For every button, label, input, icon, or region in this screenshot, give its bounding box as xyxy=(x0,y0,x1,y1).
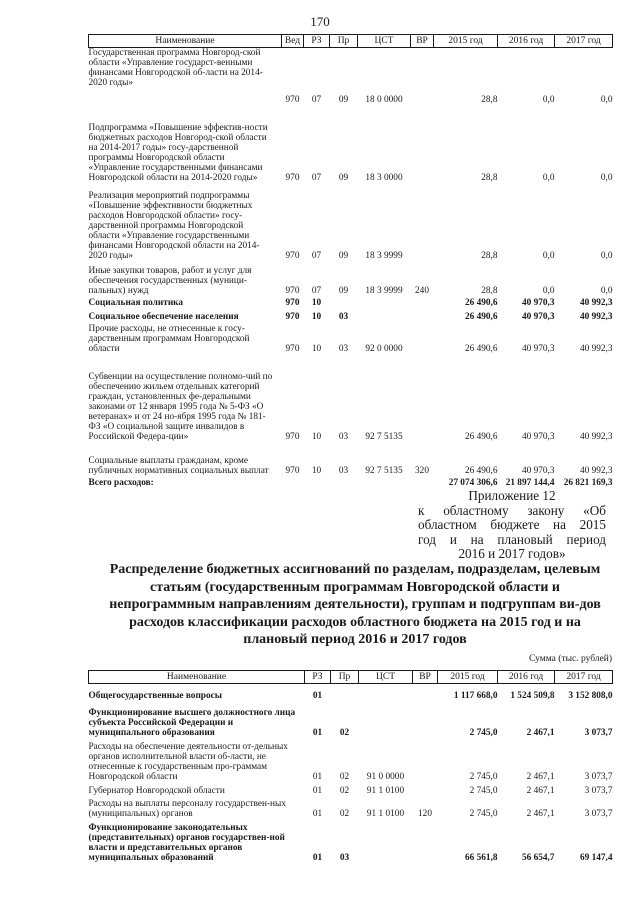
row-2016: 2 467,1 xyxy=(526,728,555,739)
col-header-2015: 2015 год xyxy=(434,35,498,48)
col-header-2017: 2017 год xyxy=(555,35,613,48)
col-header-cst: ЦСТ xyxy=(359,671,413,684)
table-row xyxy=(89,184,613,262)
col-header-pr: Пр xyxy=(331,671,359,684)
col-header-rz: РЗ xyxy=(305,671,331,684)
table-row xyxy=(89,355,613,443)
row-name: Функционирование высшего должностного лица субъекта Российской Федерации и муниципального образования xyxy=(88,708,296,739)
table-row xyxy=(89,797,613,820)
row-name: Реализация мероприятий подпрограммы «Повышение эффективности бюджетных расходов Новгородской области» госу-дарственной программы Новгородской области «Управление государственными финансами Новгородской области на 2014-2020 годы» xyxy=(88,190,260,262)
row-pr: 09 xyxy=(338,286,349,297)
row-cst xyxy=(358,309,411,323)
row-2017: 40 992,3 xyxy=(579,312,613,323)
total-2017: 26 821 169,3 xyxy=(563,478,613,489)
table-row xyxy=(89,702,613,739)
annex-line: к областному закону «Об xyxy=(418,502,606,518)
row-2016: 56 654,7 xyxy=(521,853,555,864)
col-header-2016: 2016 год xyxy=(498,671,555,684)
table1-header-row xyxy=(89,35,613,48)
row-2016: 0,0 xyxy=(542,286,555,297)
row-vr xyxy=(413,702,438,739)
row-rz: 10 xyxy=(311,298,322,309)
table-row xyxy=(89,262,613,297)
row-rz: 01 xyxy=(312,691,323,702)
col-header-vr: ВР xyxy=(411,35,434,48)
row-pr: 03 xyxy=(338,432,349,443)
row-vr: 320 xyxy=(415,466,429,477)
row-2015: 2 745,0 xyxy=(469,728,498,739)
row-cst xyxy=(359,820,413,864)
col-header-pr: Пр xyxy=(330,35,358,48)
row-vr xyxy=(411,297,434,309)
row-2015: 26 490,6 xyxy=(464,466,498,477)
page-number: 170 xyxy=(310,14,330,29)
col-header-name: Наименование xyxy=(89,35,282,48)
col-header-vr: ВР xyxy=(413,671,438,684)
row-ved: 970 xyxy=(285,173,300,184)
row-2017: 40 992,3 xyxy=(579,432,613,443)
row-pr: 02 xyxy=(339,786,350,797)
annex-caption xyxy=(418,489,606,562)
row-cst xyxy=(358,297,411,309)
annex-line: 2016 и 2017 годов» xyxy=(458,546,566,561)
row-pr xyxy=(330,297,358,309)
row-vr xyxy=(413,684,438,702)
table-row xyxy=(89,297,613,309)
col-header-cst: ЦСТ xyxy=(358,35,411,48)
row-vr xyxy=(411,184,434,262)
row-ved: 970 xyxy=(285,286,300,297)
row-rz: 01 xyxy=(312,786,323,797)
row-name: Подпрограмма «Повышение эффектив-ности бюджетных расходов Новгород-ской области на 2014-2017 годы» госу-дарственной программы Новгородской области «Управление государственными финансами Новгородской области на 2014-2020 годы» xyxy=(88,122,268,184)
row-2016: 40 970,3 xyxy=(521,312,555,323)
total-row xyxy=(89,477,613,489)
units-label: Сумма (тыс. рублей) xyxy=(529,654,612,664)
row-rz: 07 xyxy=(311,173,322,184)
row-2015: 66 561,8 xyxy=(464,853,498,864)
row-2016: 0,0 xyxy=(542,173,555,184)
row-name: Государственная программа Новгород-ской области «Управление государст-венными финансами Новгородской об-ласти на 2014-2020 годы» xyxy=(88,48,263,89)
row-pr xyxy=(331,684,359,702)
row-pr: 02 xyxy=(339,728,350,739)
expenditure-table-top xyxy=(88,34,613,489)
row-rz: 10 xyxy=(311,432,322,443)
row-cst xyxy=(359,702,413,739)
total-2016: 21 897 144,4 xyxy=(505,478,555,489)
row-rz: 01 xyxy=(312,809,323,820)
table-row xyxy=(89,684,613,702)
row-2017: 40 992,3 xyxy=(579,298,613,309)
row-rz: 01 xyxy=(312,728,323,739)
row-ved: 970 xyxy=(285,298,300,309)
row-ved: 970 xyxy=(285,432,300,443)
row-ved: 970 xyxy=(285,312,300,323)
table-row xyxy=(89,783,613,797)
row-vr xyxy=(411,106,434,184)
row-ved: 970 xyxy=(285,95,300,106)
row-rz: 10 xyxy=(311,344,322,355)
row-cst: 18 3 9999 xyxy=(365,286,403,297)
row-2016: 2 467,1 xyxy=(526,809,555,820)
row-2016: 40 970,3 xyxy=(521,344,555,355)
row-vr xyxy=(411,48,434,106)
row-2017: 3 152 808,0 xyxy=(568,691,613,702)
row-2015: 28,8 xyxy=(481,173,498,184)
row-cst: 92 7 5135 xyxy=(365,466,403,477)
row-name: Общегосударственные вопросы xyxy=(88,691,223,702)
row-2017: 0,0 xyxy=(600,95,613,106)
row-rz: 01 xyxy=(312,772,323,783)
row-2015: 26 490,6 xyxy=(464,344,498,355)
row-vr xyxy=(413,783,438,797)
row-2016: 2 467,1 xyxy=(526,786,555,797)
row-2016: 1 524 509,8 xyxy=(510,691,555,702)
row-vr xyxy=(411,323,434,355)
row-cst: 91 0 0000 xyxy=(366,772,405,783)
row-2017: 0,0 xyxy=(600,251,613,262)
row-2015: 26 490,6 xyxy=(464,298,498,309)
row-pr: 09 xyxy=(338,95,349,106)
row-pr: 02 xyxy=(339,809,350,820)
row-2016: 0,0 xyxy=(542,251,555,262)
row-2015: 26 490,6 xyxy=(464,312,498,323)
row-2016: 40 970,3 xyxy=(521,466,555,477)
table-row xyxy=(89,309,613,323)
row-name: Иные закупки товаров, работ и услуг для обеспечения государственных (муници-пальных) нужд xyxy=(88,266,252,297)
row-2017: 3 073,7 xyxy=(584,728,613,739)
row-ved: 970 xyxy=(285,344,300,355)
row-cst: 92 0 0000 xyxy=(365,344,403,355)
row-rz: 07 xyxy=(311,95,322,106)
total-label: Всего расходов: xyxy=(88,478,154,489)
row-2015: 26 490,6 xyxy=(464,432,498,443)
row-rz: 10 xyxy=(311,466,322,477)
row-rz: 07 xyxy=(311,251,322,262)
annex-line: год и на плановый период xyxy=(418,531,606,547)
row-cst: 18 0 0000 xyxy=(365,95,403,106)
row-2017: 0,0 xyxy=(600,173,613,184)
row-cst: 91 1 0100 xyxy=(366,786,405,797)
col-header-rz: РЗ xyxy=(304,35,330,48)
row-pr: 09 xyxy=(338,251,349,262)
col-header-ved: Вед xyxy=(282,35,304,48)
row-cst: 18 3 0000 xyxy=(365,173,403,184)
row-name: Губернатор Новгородской области xyxy=(88,786,225,797)
row-pr: 03 xyxy=(338,312,349,323)
col-header-2016: 2016 год xyxy=(498,35,555,48)
row-2015: 1 117 668,0 xyxy=(453,691,498,702)
row-2017: 40 992,3 xyxy=(579,344,613,355)
row-name: Социальные выплаты гражданам, кроме публичных нормативных социальных выплат xyxy=(88,456,269,477)
row-vr xyxy=(411,309,434,323)
row-2015: 28,8 xyxy=(481,95,498,106)
row-vr xyxy=(411,355,434,443)
row-2017: 3 073,7 xyxy=(584,772,613,783)
row-cst: 92 7 5135 xyxy=(365,432,403,443)
row-name: Расходы на обеспечение деятельности от-дельных органов исполнительной власти об-ласти, не отнесенные к государственным про-граммам Новгородской области xyxy=(88,742,288,783)
row-cst: 18 3 9999 xyxy=(365,251,403,262)
row-name: Социальная политика xyxy=(88,298,184,309)
col-header-name: Наименование xyxy=(89,671,305,684)
row-pr: 03 xyxy=(339,853,350,864)
row-2015: 28,8 xyxy=(481,251,498,262)
row-pr: 02 xyxy=(339,772,350,783)
row-vr xyxy=(413,820,438,864)
row-2015: 2 745,0 xyxy=(469,809,498,820)
annex-line: областном бюджете на 2015 xyxy=(418,517,606,532)
table-row xyxy=(89,820,613,864)
row-ved: 970 xyxy=(285,251,300,262)
col-header-2017: 2017 год xyxy=(555,671,613,684)
row-2017: 40 992,3 xyxy=(579,466,613,477)
table-row xyxy=(89,323,613,355)
row-2016: 2 467,1 xyxy=(526,772,555,783)
row-vr: 120 xyxy=(418,809,432,820)
row-2015: 2 745,0 xyxy=(469,786,498,797)
row-rz: 10 xyxy=(311,312,322,323)
row-cst xyxy=(359,684,413,702)
row-2017: 3 073,7 xyxy=(584,786,613,797)
row-name: Функционирование законодательных (представительных) органов государствен-ной власти и представительных органов муниципальных образований xyxy=(88,823,285,864)
row-rz: 01 xyxy=(312,853,323,864)
row-name: Социальное обеспечение населения xyxy=(88,312,239,323)
table-row xyxy=(89,106,613,184)
row-2017: 3 073,7 xyxy=(584,809,613,820)
row-rz: 07 xyxy=(311,286,322,297)
row-ved: 970 xyxy=(285,466,300,477)
row-2016: 40 970,3 xyxy=(521,432,555,443)
annex-line: Приложение 12 xyxy=(468,488,556,503)
row-2016: 40 970,3 xyxy=(521,298,555,309)
row-pr: 09 xyxy=(338,173,349,184)
row-name: Расходы на выплаты персоналу государствен-ных (муниципальных) органов xyxy=(88,799,286,820)
table-row xyxy=(89,739,613,783)
table-row xyxy=(89,48,613,106)
table-row xyxy=(89,443,613,477)
row-name: Субвенции на осуществление полномо-чий по обеспечению жильем отдельных категорий граждан, установленных фе-деральными законами от 12 января 1995 года № 5-ФЗ «О ветеранах» и от 24 но-ября 1995 года № 181-ФЗ «О социальной защите инвалидов в Российской Федера-ции» xyxy=(88,371,273,443)
row-pr: 03 xyxy=(338,344,349,355)
row-2017: 0,0 xyxy=(600,286,613,297)
col-header-2015: 2015 год xyxy=(438,671,498,684)
row-vr xyxy=(413,739,438,783)
row-cst: 91 1 0100 xyxy=(366,809,405,820)
table2-header-row xyxy=(89,671,613,684)
row-2016: 0,0 xyxy=(542,95,555,106)
row-2015: 2 745,0 xyxy=(469,772,498,783)
row-pr: 03 xyxy=(338,466,349,477)
row-name: Прочие расходы, не отнесенные к госу-дарственным программам Новгородской области xyxy=(88,324,250,355)
expenditure-table-bottom xyxy=(88,670,613,864)
row-2017: 69 147,4 xyxy=(579,853,613,864)
row-2015: 28,8 xyxy=(481,286,498,297)
row-vr: 240 xyxy=(415,286,429,297)
total-2015: 27 074 306,6 xyxy=(448,478,498,489)
document-title: Распределение бюджетных ассигнований по разделам, подразделам, целевым статьям (государственным программам Новгородской области и непрограммным направлениям деятельности), группам и подгруппам ви-дов расходов классификации расходов областного бюджета на 2015 год и на плановый период 2016 и 2017 годов xyxy=(109,562,601,647)
